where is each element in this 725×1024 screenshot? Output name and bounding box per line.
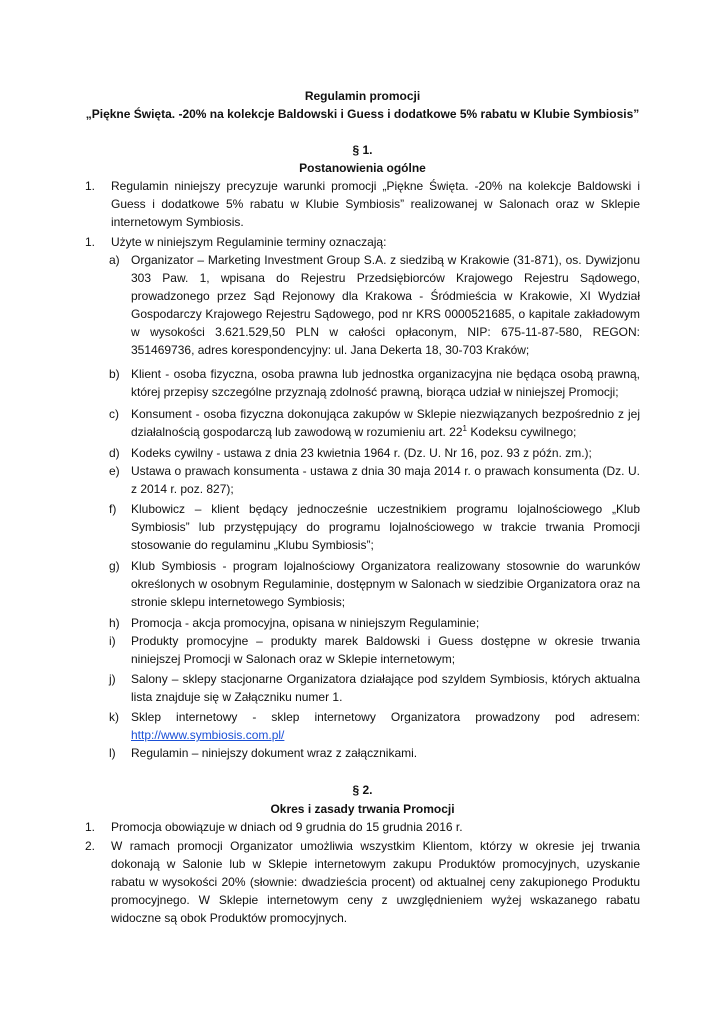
- definition-item-c: [109, 405, 640, 441]
- item-text: Użyte w niniejszym Regulaminie terminy oznaczają:: [111, 235, 387, 249]
- item-letter: f): [109, 502, 117, 516]
- definition-item-b: [109, 365, 640, 401]
- superscript: 1: [462, 424, 467, 433]
- list-item: [85, 233, 640, 251]
- definition-item-e: [109, 462, 640, 498]
- item-text: [131, 708, 640, 744]
- definition-item-l: [109, 744, 640, 762]
- item-text: W ramach promocji Organizator umożliwia wszystkim Klientom, którzy w okresie jej trwania dokonają w Salonie lub w Sklepie internetowym zakupu Produktów promocyjnych, uzyskanie rabatu w wysokości 20% (słownie: dwadzieścia procent) od aktualnej ceny zakupionego Produktu promocyjnego. W Sklepie internetowym ceny z uwzględnieniem wyżej wskazanego rabatu widoczne są obok Produktów promocyjnych.: [111, 839, 640, 925]
- shop-url-link[interactable]: http://www.symbiosis.com.pl/: [131, 728, 285, 742]
- item-text: Klub Symbiosis - program lojalnościowy Organizatora realizowany stosownie do warunków określonych w osobnym Regulaminie, dostępnym w Salonach w siedzibie Organizatora oraz na stronie sklepu internetowego Symbiosis;: [131, 559, 640, 609]
- definition-item-i: [109, 632, 640, 668]
- item-text: Klient - osoba fizyczna, osoba prawna lub jednostka organizacyjna nie będąca osobą prawną, której przepisy szczególne przyznają zdolność prawną, biorąca udział w niniejszej Promocji;: [131, 367, 640, 399]
- definition-item-g: [109, 557, 640, 611]
- item-text: Ustawa o prawach konsumenta - ustawa z dnia 30 maja 2014 r. o prawach konsumenta (Dz. U. z 2014 r. poz. 827);: [131, 464, 640, 496]
- section-2-title: Okres i zasady trwania Promocji: [270, 802, 455, 816]
- item-text: Promocja obowiązuje w dniach od 9 grudnia do 15 grudnia 2016 r.: [111, 820, 463, 834]
- definition-item-k: [109, 708, 640, 744]
- item-letter: i): [109, 634, 116, 648]
- definition-item-h: [109, 614, 640, 632]
- item-text: Kodeks cywilny - ustawa z dnia 23 kwietnia 1964 r. (Dz. U. Nr 16, poz. 93 z późn. zm.);: [131, 446, 592, 460]
- section-1-number: § 1.: [352, 143, 373, 157]
- list-item: [85, 177, 640, 231]
- item-text: Promocja - akcja promocyjna, opisana w niniejszym Regulaminie;: [131, 616, 480, 630]
- list-item: [85, 818, 640, 836]
- item-text: Salony – sklepy stacjonarne Organizatora działające pod szyldem Symbiosis, których aktualna lista znajduje się w Załączniku numer 1.: [131, 672, 640, 704]
- item-text: [131, 405, 640, 441]
- list-item: [85, 837, 640, 927]
- item-letter: b): [109, 367, 120, 381]
- definition-item-d: [109, 444, 640, 462]
- item-letter: e): [109, 464, 120, 478]
- document-subtitle: „Piękne Święta. -20% na kolekcje Baldowski i Guess i dodatkowe 5% rabatu w Klubie Symbiosis”: [85, 107, 640, 121]
- item-text-part: Sklep internetowy - sklep internetowy Organizatora prowadzony pod adresem:: [131, 710, 640, 724]
- section-1-title: Postanowienia ogólne: [299, 161, 426, 175]
- item-number: 1.: [85, 179, 96, 193]
- item-number: 2.: [85, 839, 96, 853]
- item-letter: h): [109, 616, 120, 630]
- item-text: Klubowicz – klient będący jednocześnie uczestnikiem programu lojalnościowego „Klub Symbiosis” lub przystępujący do programu lojalnościowego w trakcie trwania Promocji stosowanie do regulaminu „Klubu Symbiosis”;: [131, 502, 640, 552]
- item-text-part: Konsument - osoba fizyczna dokonująca zakupów w Sklepie niezwiązanych bezpośrednio z jej działalnością gospodarczą lub zawodową w rozumieniu art. 22: [131, 407, 640, 439]
- item-number: 1.: [85, 820, 96, 834]
- item-letter: d): [109, 446, 120, 460]
- item-text: Regulamin niniejszy precyzuje warunki promocji „Piękne Święta. -20% na kolekcje Baldowski i Guess i dodatkowe 5% rabatu w Klubie Symbiosis” realizowanej w Salonach oraz w Sklepie internetowym Symbiosis.: [111, 179, 640, 229]
- item-letter: j): [109, 672, 116, 686]
- item-letter: a): [109, 253, 120, 267]
- document-title: Regulamin promocji: [304, 89, 421, 103]
- item-letter: l): [109, 746, 116, 760]
- item-letter: c): [109, 407, 119, 421]
- definition-item-f: [109, 500, 640, 554]
- item-letter: g): [109, 559, 120, 573]
- item-text-part: Kodeksu cywilnego;: [466, 425, 577, 439]
- item-text: Produkty promocyjne – produkty marek Baldowski i Guess dostępne w okresie trwania niniejszej Promocji w Salonach oraz w Sklepie internetowym;: [131, 634, 640, 666]
- definition-item-j: [109, 670, 640, 706]
- item-number: 1.: [85, 235, 96, 249]
- definition-item-a: [109, 251, 640, 359]
- item-text: Regulamin – niniejszy dokument wraz z załącznikami.: [131, 746, 418, 760]
- section-2-number: § 2.: [352, 783, 373, 797]
- item-text: Organizator – Marketing Investment Group S.A. z siedzibą w Krakowie (31-871), os. Dywizjonu 303 Paw. 1, wpisana do Rejestru Przedsiębiorców Krajowego Rejestru Sądowego, prowadzonego przez Sąd Rejonowy dla Krakowa - Śródmieścia w Krakowie, XI Wydział Gospodarczy Krajowego Rejestru Sądowego, pod nr KRS 0000521685, o kapitale zakładowym w wysokości 3.621.529,50 PLN w całości opłaconym, NIP: 675-11-87-580, REGON: 351469736, adres korespondencyjny: ul. Jana Dekerta 18, 30-703 Kraków;: [131, 253, 640, 357]
- item-letter: k): [109, 710, 119, 724]
